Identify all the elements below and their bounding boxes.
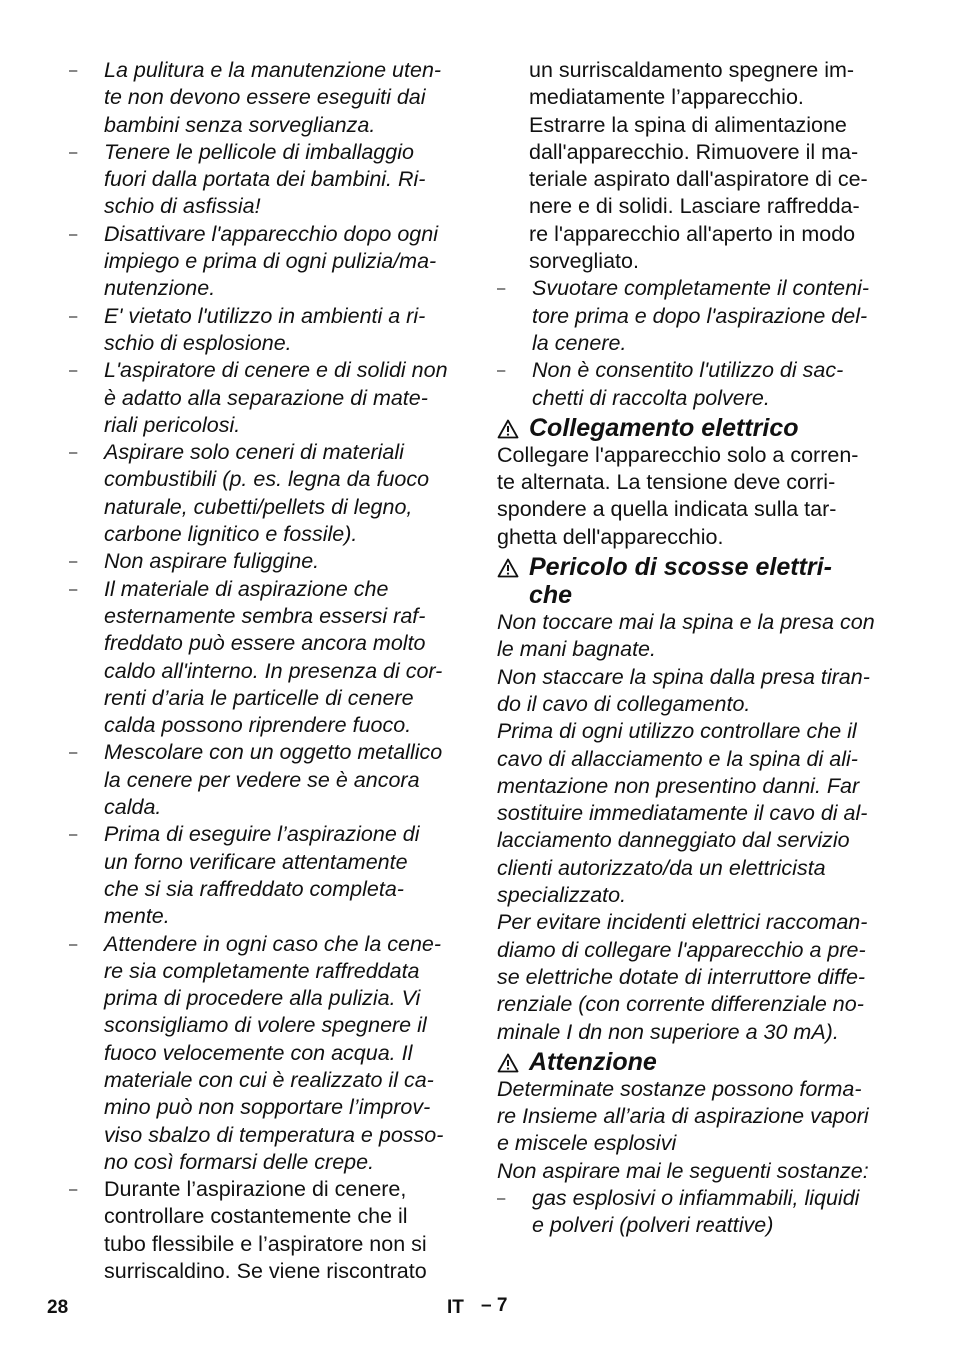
bullet-dash: – [497, 280, 506, 298]
warning-triangle-icon [497, 1053, 519, 1073]
page-number: 28 [47, 1297, 69, 1318]
text-line: bambini senza sorveglianza. [104, 112, 376, 137]
heading-line: Collegamento elettrico [529, 413, 799, 442]
section-heading [497, 1048, 892, 1076]
text-line: sconsigliamo di volere spegnere il [104, 1013, 427, 1038]
text-line: Non è consentito l'utilizzo di sac- [532, 358, 844, 383]
text-line: calda. [104, 795, 162, 820]
paragraph [497, 442, 892, 551]
text-line: caldo all'interno. In presenza di cor- [104, 658, 443, 683]
text-line: Mescolare con un oggetto metallico [104, 740, 443, 765]
section-page: – 7 [481, 1295, 508, 1316]
text-line: schio di asfissia! [104, 194, 261, 219]
text-line: surriscaldino. Se viene riscontrato [104, 1259, 427, 1284]
text-line: Determinate sostanze possono forma- [497, 1076, 862, 1101]
heading-line: Pericolo di scosse elettri- [529, 553, 832, 582]
text-line: dall'apparecchio. Rimuovere il ma- [529, 139, 859, 164]
text-line: chetti di raccolta polvere. [532, 385, 770, 410]
text-line: Per evitare incidenti elettrici raccoman- [497, 910, 868, 935]
text-line: carbone lignitico e fossile). [104, 522, 358, 547]
bullet-dash: – [69, 935, 78, 953]
text-line: un forno verificare attentamente [104, 849, 408, 874]
text-line: nutenzione. [104, 276, 216, 301]
warning-triangle-icon [497, 419, 519, 439]
bullet-dash: – [69, 225, 78, 243]
text-line: Non aspirare fuliggine. [104, 549, 320, 574]
text-line: naturale, cubetti/pellets di legno, [104, 494, 413, 519]
text-line: clienti autorizzato/da un elettricista [497, 855, 826, 880]
text-line: Disattivare l'apparecchio dopo ogni [104, 221, 438, 246]
bullet-dash: – [497, 1189, 506, 1207]
text-line: sorvegliato. [529, 249, 639, 274]
text-line: specializzato. [497, 883, 627, 908]
text-line: te non devono essere eseguiti dai [104, 85, 426, 110]
text-line: impiego e prima di ogni pulizia/ma- [104, 249, 437, 274]
list-item [69, 439, 464, 548]
text-line: Il materiale di aspirazione che [104, 576, 389, 601]
text-line: le mani bagnate. [497, 637, 656, 662]
text-line: E' vietato l'utilizzo in ambienti a ri- [104, 303, 426, 328]
list-item [69, 221, 464, 303]
text-line: mente. [104, 904, 170, 929]
list-item [497, 1185, 892, 1240]
text-line: e polveri (polveri reattive) [532, 1213, 774, 1238]
text-line: Attendere in ogni caso che la cene- [104, 931, 442, 956]
list-item [69, 357, 464, 439]
bullet-dash: – [69, 1181, 78, 1199]
text-line: Durante l’aspirazione di cenere, [104, 1177, 407, 1202]
text-line: calda possono riprendere fuoco. [104, 713, 412, 738]
text-line: è adatto alla separazione di mate- [104, 385, 428, 410]
bullet-dash: – [69, 62, 78, 79]
list-item [69, 548, 464, 575]
text-line: combustibili (p. es. legna da fuoco [104, 467, 430, 492]
list-item [69, 931, 464, 1177]
text-line: lacciamento danneggiato dal servizio [497, 828, 850, 853]
text-line: spondere a quella indicata sulla tar- [497, 497, 837, 522]
text-line: teriale aspirato dall'aspiratore di ce- [529, 167, 868, 192]
list-item [69, 57, 464, 139]
text-line: tubo flessibile e l’aspiratore non si [104, 1231, 427, 1256]
text-line: Tenere le pellicole di imballaggio [104, 139, 414, 164]
section-heading [497, 414, 892, 442]
bullet-dash: – [497, 362, 506, 380]
text-line: minale I dn non superiore a 30 mA). [497, 1019, 839, 1044]
heading-line: che [529, 581, 573, 610]
text-line: riali pericolosi. [104, 412, 241, 437]
text-line: re l'apparecchio all'aperto in modo [529, 221, 856, 246]
bullet-dash: – [69, 744, 78, 762]
text-line: la cenere. [532, 330, 627, 355]
text-line: L'aspiratore di cenere e di solidi non [104, 358, 448, 383]
bullet-dash: – [69, 553, 78, 571]
text-line: re Insieme all’aria di aspirazione vapori [497, 1104, 869, 1129]
list-item [69, 739, 464, 821]
bullet-dash: – [69, 444, 78, 462]
text-line: do il cavo di collegamento. [497, 691, 751, 716]
text-line: ghetta dell'apparecchio. [497, 524, 724, 549]
text-line: mediatamente l’apparecchio. [529, 85, 804, 110]
text-line: renziale (con corrente differenziale no- [497, 992, 864, 1017]
text-line: esternamente sembra essersi raf- [104, 603, 426, 628]
text-line: te alternata. La tensione deve corri- [497, 470, 836, 495]
text-line: Prima di eseguire l’aspirazione di [104, 822, 420, 847]
heading-line: Attenzione [529, 1047, 657, 1076]
text-line: nere e di solidi. Lasciare raffredda- [529, 194, 860, 219]
left-column [69, 57, 464, 1285]
text-line: schio di esplosione. [104, 330, 292, 355]
text-line: Estrarre la spina di alimentazione [529, 112, 847, 137]
text-line: Svuotare completamente il conteni- [532, 276, 870, 301]
text-line: re sia completamente raffreddata [104, 958, 420, 983]
text-line: mino può non sopportare l’improv- [104, 1095, 431, 1120]
text-line: sostituire immediatamente il cavo di al- [497, 801, 868, 826]
list-item [497, 275, 892, 357]
text-line: prima di procedere alla pulizia. Vi [104, 986, 421, 1011]
text-line: diamo di collegare l'apparecchio a pre- [497, 937, 866, 962]
list-item [69, 821, 464, 930]
text-line: tore prima e dopo l'aspirazione del- [532, 303, 868, 328]
text-line: fuori dalla portata dei bambini. Ri- [104, 167, 426, 192]
text-line: La pulitura e la manutenzione uten- [104, 58, 442, 82]
text-line: Non aspirare mai le seguenti sostanze: [497, 1158, 869, 1183]
list-item [69, 576, 464, 740]
text-line: Aspirare solo ceneri di materiali [104, 440, 404, 465]
text-line: gas esplosivi o infiammabili, liquidi [532, 1185, 860, 1210]
list-item [69, 303, 464, 358]
text-line: Non staccare la spina dalla presa tiran- [497, 664, 870, 689]
text-line: cavo di allacciamento e la spina di ali- [497, 746, 858, 771]
text-line: che si sia raffreddato completa- [104, 876, 404, 901]
bullet-dash: – [69, 826, 78, 844]
text-line: e miscele esplosivi [497, 1131, 677, 1156]
text-line: se elettriche dotate di interruttore diffe- [497, 964, 866, 989]
text-line: materiale con cui è realizzato il ca- [104, 1067, 434, 1092]
text-line: viso sbalzo di temperatura e posso- [104, 1122, 444, 1147]
text-line: la cenere per vedere se è ancora [104, 767, 420, 792]
text-line: Prima di ogni utilizzo controllare che il [497, 719, 857, 744]
right-column [497, 57, 892, 1240]
bullet-dash: – [69, 362, 78, 380]
text-line: renti d’aria le particelle di cenere [104, 685, 414, 710]
text-line: fuoco velocemente con acqua. Il [104, 1040, 413, 1065]
text-line: no così formarsi delle crepe. [104, 1149, 375, 1174]
text-line: controllare costantemente che il [104, 1204, 408, 1229]
bullet-dash: – [69, 143, 78, 161]
bullet-dash: – [69, 307, 78, 325]
list-item [69, 139, 464, 221]
list-item [497, 357, 892, 412]
text-line: un surriscaldamento spegnere im- [529, 58, 855, 82]
text-line: Collegare l'apparecchio solo a corren- [497, 442, 859, 467]
paragraph [497, 609, 892, 1046]
text-line: freddato può essere ancora molto [104, 631, 426, 656]
warning-triangle-icon [497, 558, 519, 578]
bullet-dash: – [69, 580, 78, 598]
text-line: Non toccare mai la spina e la presa con [497, 610, 875, 635]
language-code: IT [447, 1297, 464, 1318]
list-item [69, 1176, 464, 1285]
paragraph [497, 1076, 892, 1185]
list-item-continuation [497, 57, 892, 275]
text-line: mentazione non presentino danni. Far [497, 773, 860, 798]
section-heading [497, 553, 892, 609]
